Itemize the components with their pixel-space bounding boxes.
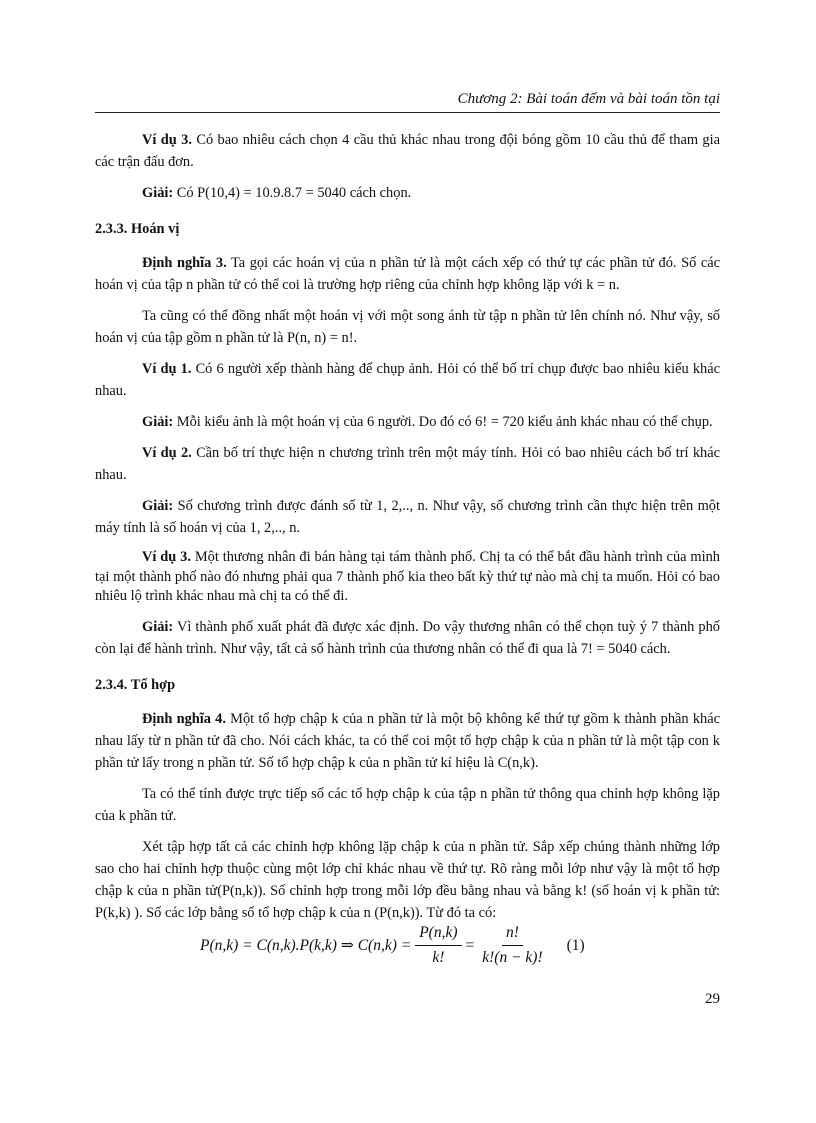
fraction-nfact-over: [478, 922, 546, 969]
solution-paragraph: [95, 411, 720, 433]
solution-text: Có P(10,4) = 10.9.8.7 = 5040 cách chọn.: [173, 185, 412, 201]
example-text: Cần bố trí thực hiện n chương trình trên một máy tính. Hỏi có bao nhiêu cách bố trí khác nhau.: [95, 445, 720, 483]
definition-label: Định nghĩa 4.: [142, 710, 226, 727]
definition-label: Định nghĩa 3.: [142, 255, 227, 271]
header-divider: [95, 112, 720, 113]
page-number: 29: [705, 991, 720, 1007]
solution-label: Giải:: [142, 414, 174, 430]
formula-lhs: P(n,k) = C(n,k).P(k,k) ⇒ C(n,k) =: [200, 936, 412, 954]
fraction-p-over-kfact: [415, 922, 461, 969]
body-paragraph: Ta cũng có thể đồng nhất một hoán vị với một song ánh từ tập n phần tử lên chính nó. Như vậy, số hoán vị của tập gồm n phần tử là P(n, n) = n!.: [95, 308, 720, 346]
solution-label: Giải:: [142, 498, 174, 514]
example-label: Ví dụ 1.: [142, 361, 192, 377]
page-body: [95, 129, 720, 933]
fraction-denominator: k!(n − k)!: [482, 949, 543, 966]
body-paragraph: Xét tập hợp tất cả các chỉnh hợp không lặp chập k của n phần tử. Sắp xếp chúng thành những lớp sao cho hai chỉnh hợp thuộc cùng một lớp chỉ khác nhau về thứ tự. Rõ ràng mỗi lớp như vậy là một tổ hợp chập k của n phần tử(P(n,k)). Số chỉnh hợp trong mỗi lớp đều bằng nhau và bằng k! (số hoán vị k phần tử: P(k,k) ). Số các lớp bằng số tổ hợp chập k của n (P(n,k)). Từ đó ta có:: [95, 838, 720, 921]
example-text: Có bao nhiêu cách chọn 4 cầu thủ khác nhau trong đội bóng gồm 10 cầu thủ để tham gia các trận đấu đơn.: [95, 132, 721, 170]
section-heading-to-hop: 2.3.4. Tổ hợp: [95, 676, 176, 693]
combination-formula: [200, 922, 585, 969]
example-paragraph: [95, 548, 720, 607]
solution-label: Giải:: [142, 618, 174, 635]
solution-paragraph: [95, 616, 720, 660]
example-paragraph: [95, 442, 720, 486]
solution-text: Số chương trình được đánh số từ 1, 2,.., n. Như vậy, số chương trình cần thực hiện trên một máy tính là số hoán vị của 1, 2,.., n.: [95, 498, 720, 536]
example-label: Ví dụ 3.: [142, 132, 192, 148]
equals-sign: =: [465, 936, 475, 954]
equation-number: (1): [566, 936, 585, 954]
example-label: Ví dụ 2.: [142, 445, 192, 461]
example-text: Một thương nhân đi bán hàng tại tám thành phố. Chị ta có thể bắt đầu hành trình của mình tại một thành phố nào đó nhưng phải qua 7 thành phố kia theo bất kỳ thứ tự nào mà chị ta muốn. Hỏi có bao nhiêu lộ trình khác nhau mà chị ta có thể đi.: [95, 549, 720, 604]
solution-text: Mỗi kiểu ảnh là một hoán vị của 6 người. Do đó có 6! = 720 kiểu ảnh khác nhau có thể chụp.: [173, 414, 713, 430]
definition-text: Một tổ hợp chập k của n phần tử là một bộ không kể thứ tự gồm k thành phần khác nhau lấy từ n phần tử đã cho. Nói cách khác, ta có thể coi một tổ hợp chập k của n phần tử là một tập con k phần tử lấy trong n phần tử. Số tổ hợp chập k của n phần tử kí hiệu là C(n,k).: [95, 710, 720, 771]
solution-text: Vì thành phố xuất phát đã được xác định. Do vậy thương nhân có thể chọn tuỳ ý 7 thành phố còn lại để hành trình. Như vậy, tất cả số hành trình của thương nhân có thể đi qua là 7! = 5040 cách.: [95, 618, 720, 657]
example-paragraph: [95, 129, 720, 173]
solution-label: Giải:: [142, 185, 174, 201]
example-paragraph: [95, 358, 720, 402]
body-paragraph: Ta có thể tính được trực tiếp số các tổ hợp chập k của tập n phần tử thông qua chỉnh hợp không lặp của k phần tử.: [95, 785, 720, 824]
example-label: Ví dụ 3.: [142, 549, 191, 565]
fraction-numerator: P(n,k): [415, 922, 461, 946]
solution-paragraph: [95, 182, 720, 204]
section-heading-hoan-vi: 2.3.3. Hoán vị: [95, 221, 180, 237]
fraction-denominator: k!: [432, 949, 445, 966]
chapter-header: Chương 2: Bài toán đếm và bài toán tồn tại: [457, 91, 720, 107]
example-text: Có 6 người xếp thành hàng để chụp ảnh. Hỏi có thể bố trí chụp được bao nhiêu kiểu khác nhau.: [95, 361, 720, 399]
fraction-numerator: n!: [502, 922, 523, 946]
definition-text: Ta gọi các hoán vị của n phần tử là một cách xếp có thứ tự các phần tử đó. Số các hoán vị của tập n phần tử có thể coi là trường hợp riêng của chỉnh hợp không lặp với k = n.: [95, 255, 720, 293]
definition-paragraph: [95, 252, 720, 296]
solution-paragraph: [95, 495, 720, 539]
definition-paragraph: [95, 708, 720, 774]
